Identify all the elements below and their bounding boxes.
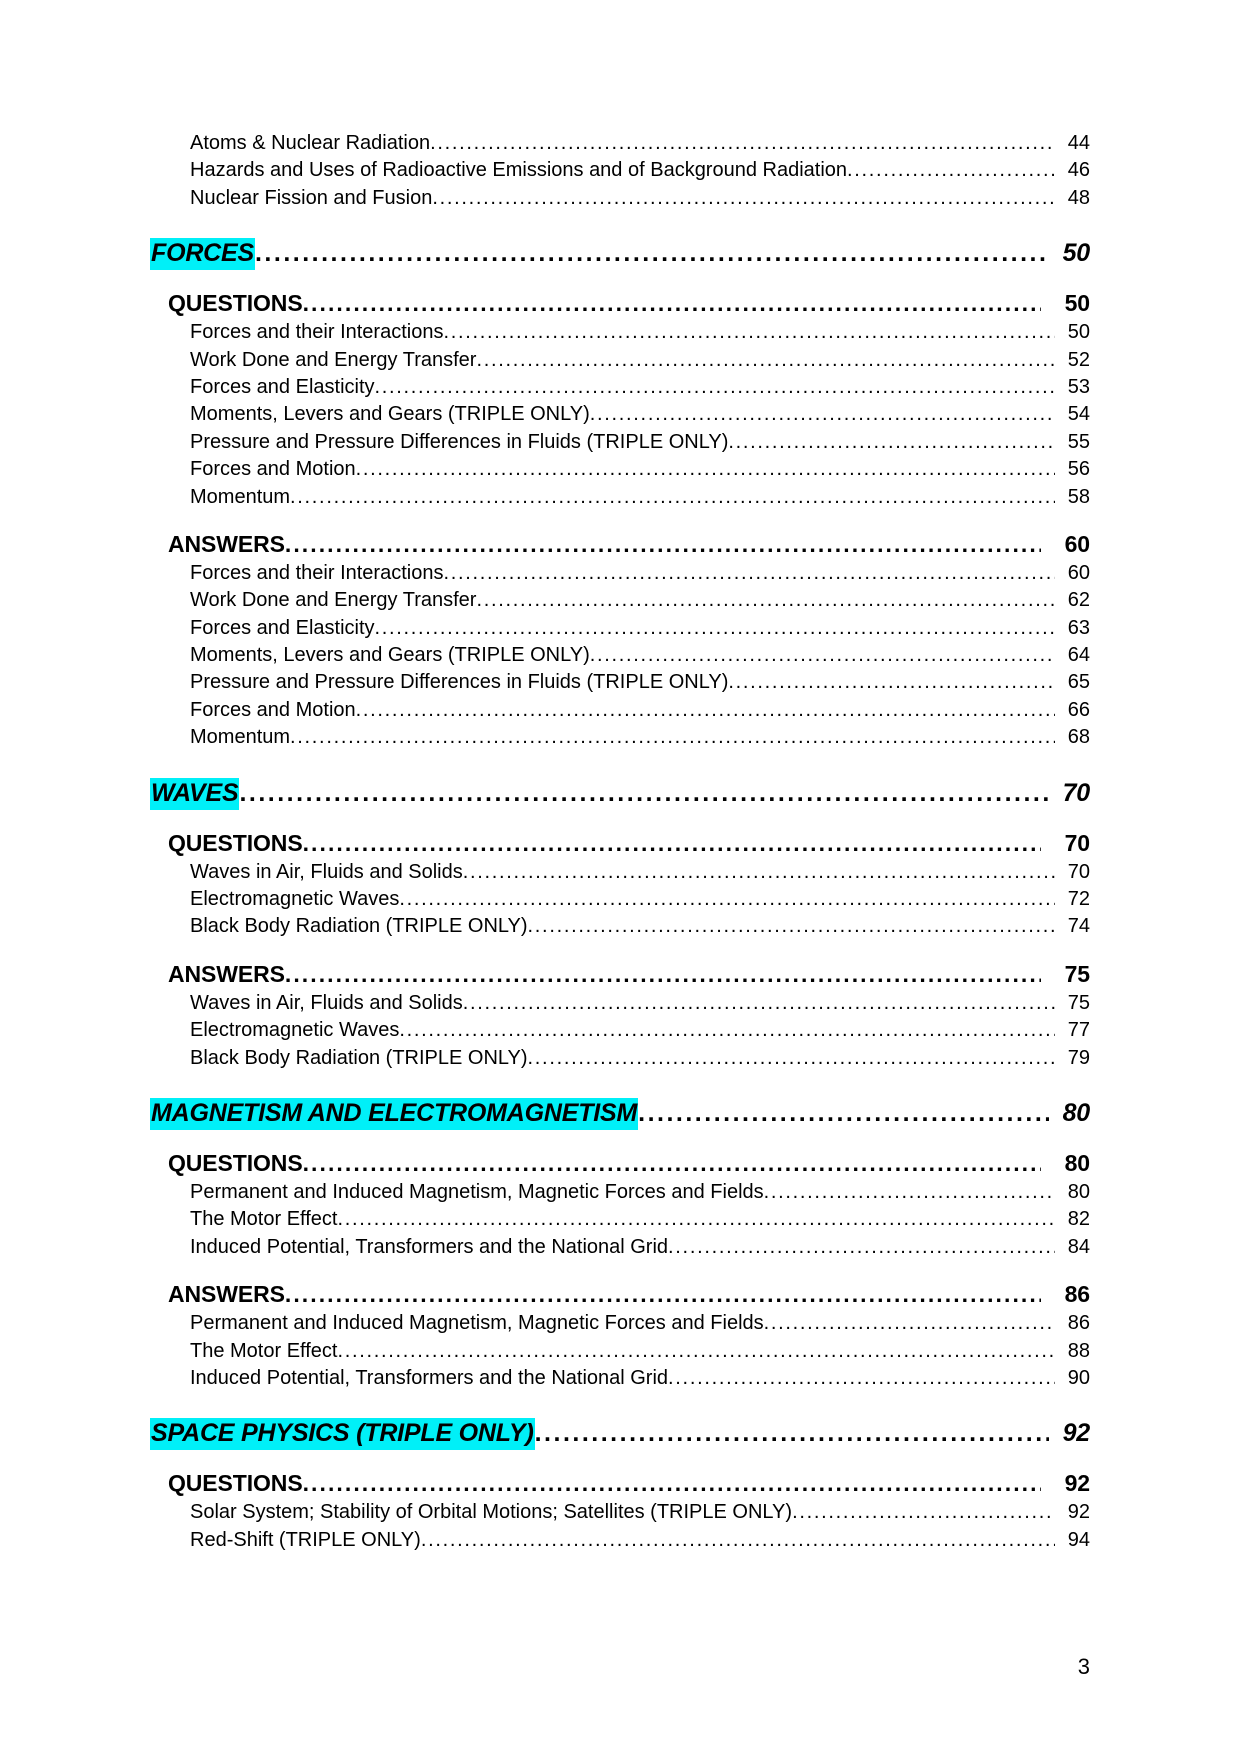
leading-entries-group xyxy=(150,130,1090,212)
section-page: 70 xyxy=(1062,778,1090,807)
toc-entry-label: Waves in Air, Fluids and Solids xyxy=(190,860,463,883)
footer-page-number: 3 xyxy=(1077,1654,1090,1679)
group-heading[interactable] xyxy=(168,830,1090,857)
dot-leader xyxy=(443,319,1055,339)
toc-entry-label: Forces and Motion xyxy=(190,458,356,481)
toc-entry-page: 94 xyxy=(1067,1528,1090,1551)
toc-entry[interactable] xyxy=(190,1527,1090,1554)
toc-entry-page: 63 xyxy=(1067,616,1090,639)
toc-group-questions xyxy=(150,1470,1090,1554)
toc-group-answers xyxy=(150,961,1090,1072)
dot-leader xyxy=(463,990,1055,1010)
toc-entry-page: 66 xyxy=(1067,698,1090,721)
toc-entry-page: 46 xyxy=(1067,159,1090,182)
section-title: MAGNETISM AND ELECTROMAGNETISM xyxy=(150,1098,638,1130)
toc-entry[interactable] xyxy=(190,185,1090,212)
toc-group-answers xyxy=(150,531,1090,752)
toc-section xyxy=(150,1418,1090,1554)
toc-entry-label: Forces and Motion xyxy=(190,698,356,721)
toc-entry-page: 79 xyxy=(1067,1046,1090,1069)
toc-section xyxy=(150,778,1090,1072)
toc-entry[interactable] xyxy=(190,1206,1090,1233)
toc-entry-page: 75 xyxy=(1067,991,1090,1014)
dot-leader xyxy=(792,1499,1055,1519)
dot-leader xyxy=(375,615,1055,635)
dot-leader xyxy=(764,1310,1055,1330)
toc-entry[interactable] xyxy=(190,157,1090,184)
toc-entry[interactable] xyxy=(190,1045,1090,1072)
dot-leader xyxy=(399,1017,1055,1037)
toc-entry[interactable] xyxy=(190,990,1090,1017)
group-heading[interactable] xyxy=(168,1281,1090,1308)
group-heading-label: QUESTIONS xyxy=(168,1470,303,1497)
toc-entry[interactable] xyxy=(190,130,1090,157)
toc-entry-label: Forces and Elasticity xyxy=(190,616,375,639)
toc-entry[interactable] xyxy=(190,859,1090,886)
toc-entry-label: Electromagnetic Waves xyxy=(190,888,400,911)
toc-entry[interactable] xyxy=(190,913,1090,940)
dot-leader xyxy=(476,587,1055,607)
toc-entry[interactable] xyxy=(190,669,1090,696)
toc-entry-page: 50 xyxy=(1067,321,1090,344)
dot-leader xyxy=(356,697,1055,717)
dot-leader xyxy=(728,669,1055,689)
toc-entry-label: Hazards and Uses of Radioactive Emissions and of Background Radiation xyxy=(190,159,848,182)
toc-entry[interactable] xyxy=(190,615,1090,642)
toc-entry-label: The Motor Effect xyxy=(190,1339,338,1362)
toc-entry-label: Waves in Air, Fluids and Solids xyxy=(190,991,463,1014)
toc-group-questions xyxy=(150,290,1090,511)
toc-entry[interactable] xyxy=(190,560,1090,587)
table-of-contents xyxy=(150,130,1090,1554)
toc-entry-page: 62 xyxy=(1067,589,1090,612)
group-heading-label: ANSWERS xyxy=(168,1281,285,1308)
toc-entry-label: Work Done and Energy Transfer xyxy=(190,589,477,612)
group-heading-label: QUESTIONS xyxy=(168,1149,303,1176)
section-heading[interactable] xyxy=(150,778,1090,810)
toc-entry[interactable] xyxy=(190,1234,1090,1261)
dot-leader xyxy=(590,642,1055,662)
toc-entry-page: 58 xyxy=(1067,485,1090,508)
dot-leader xyxy=(255,239,1049,264)
dot-leader xyxy=(239,779,1049,804)
dot-leader xyxy=(356,456,1055,476)
toc-entry-label: Black Body Radiation (TRIPLE ONLY) xyxy=(190,915,528,938)
group-heading-page: 80 xyxy=(1064,1149,1090,1176)
toc-entry[interactable] xyxy=(190,1365,1090,1392)
toc-entry[interactable] xyxy=(190,1499,1090,1526)
group-heading-label: QUESTIONS xyxy=(168,290,303,317)
dot-leader xyxy=(285,1281,1041,1304)
toc-entry-page: 64 xyxy=(1067,644,1090,667)
toc-entry[interactable] xyxy=(190,886,1090,913)
toc-section xyxy=(150,238,1090,751)
toc-entry-page: 88 xyxy=(1067,1339,1090,1362)
toc-entry-page: 86 xyxy=(1067,1312,1090,1335)
dot-leader xyxy=(285,961,1041,984)
toc-entry-page: 53 xyxy=(1067,375,1090,398)
toc-entry-label: Work Done and Energy Transfer xyxy=(190,348,477,371)
dot-leader xyxy=(303,830,1041,853)
dot-leader xyxy=(535,1419,1049,1444)
toc-entry-label: Permanent and Induced Magnetism, Magnetic Forces and Fields xyxy=(190,1312,764,1335)
toc-entry-label: Pressure and Pressure Differences in Fluids (TRIPLE ONLY) xyxy=(190,430,729,453)
dot-leader xyxy=(337,1206,1055,1226)
group-heading[interactable] xyxy=(168,531,1090,558)
toc-entry-page: 60 xyxy=(1067,561,1090,584)
dot-leader xyxy=(668,1234,1055,1254)
toc-entry[interactable] xyxy=(190,456,1090,483)
dot-leader xyxy=(303,290,1041,313)
dot-leader xyxy=(399,886,1055,906)
section-heading[interactable] xyxy=(150,1418,1090,1450)
toc-entry-page: 52 xyxy=(1067,348,1090,371)
toc-entry-page: 54 xyxy=(1067,403,1090,426)
toc-entry-page: 70 xyxy=(1067,860,1090,883)
toc-group-answers xyxy=(150,1281,1090,1392)
group-heading[interactable] xyxy=(168,961,1090,988)
toc-entry[interactable] xyxy=(190,484,1090,511)
toc-entry-page: 90 xyxy=(1067,1366,1090,1389)
toc-entry-page: 44 xyxy=(1067,132,1090,154)
dot-leader xyxy=(303,1150,1041,1173)
toc-entry-page: 82 xyxy=(1067,1208,1090,1231)
dot-leader xyxy=(432,185,1055,205)
group-heading-page: 86 xyxy=(1064,1281,1090,1308)
section-page: 80 xyxy=(1062,1098,1090,1127)
toc-entry[interactable] xyxy=(190,347,1090,374)
section-page: 50 xyxy=(1062,239,1090,268)
toc-entry-page: 68 xyxy=(1067,726,1090,749)
toc-entry-label: Forces and their Interactions xyxy=(190,561,444,584)
section-page: 92 xyxy=(1062,1419,1090,1448)
toc-entry[interactable] xyxy=(190,1179,1090,1206)
toc-entry[interactable] xyxy=(190,587,1090,614)
toc-entry-label: Red-Shift (TRIPLE ONLY) xyxy=(190,1528,421,1551)
dot-leader xyxy=(337,1338,1055,1358)
group-heading-page: 92 xyxy=(1064,1470,1090,1497)
toc-entry-page: 84 xyxy=(1067,1235,1090,1258)
dot-leader xyxy=(430,130,1055,150)
section-heading[interactable] xyxy=(150,1098,1090,1130)
toc-entry[interactable] xyxy=(190,401,1090,428)
toc-entry-label: Forces and Elasticity xyxy=(190,375,375,398)
toc-entry-label: The Motor Effect xyxy=(190,1208,338,1231)
dot-leader xyxy=(421,1527,1055,1547)
toc-entry-label: Momentum xyxy=(190,726,291,749)
toc-entry-label: Atoms & Nuclear Radiation xyxy=(190,132,431,154)
toc-entry[interactable] xyxy=(190,724,1090,751)
toc-section xyxy=(150,1098,1090,1392)
toc-entry-label: Electromagnetic Waves xyxy=(190,1019,400,1042)
dot-leader xyxy=(285,531,1041,554)
section-title: SPACE PHYSICS (TRIPLE ONLY) xyxy=(150,1418,535,1450)
toc-entry-label: Moments, Levers and Gears (TRIPLE ONLY) xyxy=(190,644,590,667)
section-title: WAVES xyxy=(150,778,239,810)
group-heading-page: 75 xyxy=(1064,960,1090,987)
section-title: FORCES xyxy=(150,238,255,270)
toc-entry-label: Permanent and Induced Magnetism, Magnetic Forces and Fields xyxy=(190,1180,764,1203)
dot-leader xyxy=(638,1099,1049,1124)
group-heading[interactable] xyxy=(168,1470,1090,1497)
group-heading-page: 70 xyxy=(1064,829,1090,856)
dot-leader xyxy=(290,724,1055,744)
dot-leader xyxy=(590,401,1055,421)
toc-entry-page: 72 xyxy=(1067,888,1090,911)
dot-leader xyxy=(764,1179,1055,1199)
section-heading[interactable] xyxy=(150,238,1090,270)
dot-leader xyxy=(290,484,1055,504)
toc-entry-page: 92 xyxy=(1067,1501,1090,1524)
group-heading-page: 50 xyxy=(1064,290,1090,317)
toc-entry-label: Nuclear Fission and Fusion xyxy=(190,186,433,209)
group-heading-label: ANSWERS xyxy=(168,530,285,557)
dot-leader xyxy=(463,859,1055,879)
toc-entry-page: 56 xyxy=(1067,458,1090,481)
toc-group-questions xyxy=(150,830,1090,941)
dot-leader xyxy=(528,913,1055,933)
toc-entry-label: Black Body Radiation (TRIPLE ONLY) xyxy=(190,1046,528,1069)
toc-entry-label: Moments, Levers and Gears (TRIPLE ONLY) xyxy=(190,403,590,426)
dot-leader xyxy=(668,1365,1055,1385)
toc-entry-label: Momentum xyxy=(190,485,291,508)
dot-leader xyxy=(443,560,1055,580)
group-heading-label: QUESTIONS xyxy=(168,829,303,856)
toc-entry-label: Induced Potential, Transformers and the National Grid xyxy=(190,1366,669,1389)
toc-entry[interactable] xyxy=(190,1338,1090,1365)
toc-group-questions xyxy=(150,1150,1090,1261)
dot-leader xyxy=(303,1470,1041,1493)
group-heading[interactable] xyxy=(168,1150,1090,1177)
dot-leader xyxy=(476,347,1055,367)
toc-entry-label: Forces and their Interactions xyxy=(190,321,444,344)
group-heading-page: 60 xyxy=(1064,530,1090,557)
group-heading[interactable] xyxy=(168,290,1090,317)
toc-entry[interactable] xyxy=(190,642,1090,669)
toc-entry[interactable] xyxy=(190,1310,1090,1337)
toc-entry-page: 74 xyxy=(1067,915,1090,938)
toc-entry[interactable] xyxy=(190,1017,1090,1044)
toc-entry-label: Induced Potential, Transformers and the National Grid xyxy=(190,1235,669,1258)
toc-entry-page: 55 xyxy=(1067,430,1090,453)
toc-entry-page: 48 xyxy=(1067,186,1090,209)
dot-leader xyxy=(847,157,1055,177)
toc-entry[interactable] xyxy=(190,697,1090,724)
dot-leader xyxy=(528,1045,1055,1065)
toc-entry[interactable] xyxy=(190,319,1090,346)
dot-leader xyxy=(728,429,1055,449)
group-heading-label: ANSWERS xyxy=(168,960,285,987)
toc-entry[interactable] xyxy=(190,429,1090,456)
toc-entry-label: Solar System; Stability of Orbital Motions; Satellites (TRIPLE ONLY) xyxy=(190,1501,793,1524)
toc-entry-page: 80 xyxy=(1067,1180,1090,1203)
toc-entry-page: 65 xyxy=(1067,671,1090,694)
toc-entry[interactable] xyxy=(190,374,1090,401)
toc-entry-label: Pressure and Pressure Differences in Fluids (TRIPLE ONLY) xyxy=(190,671,729,694)
dot-leader xyxy=(375,374,1055,394)
toc-entry-page: 77 xyxy=(1067,1019,1090,1042)
